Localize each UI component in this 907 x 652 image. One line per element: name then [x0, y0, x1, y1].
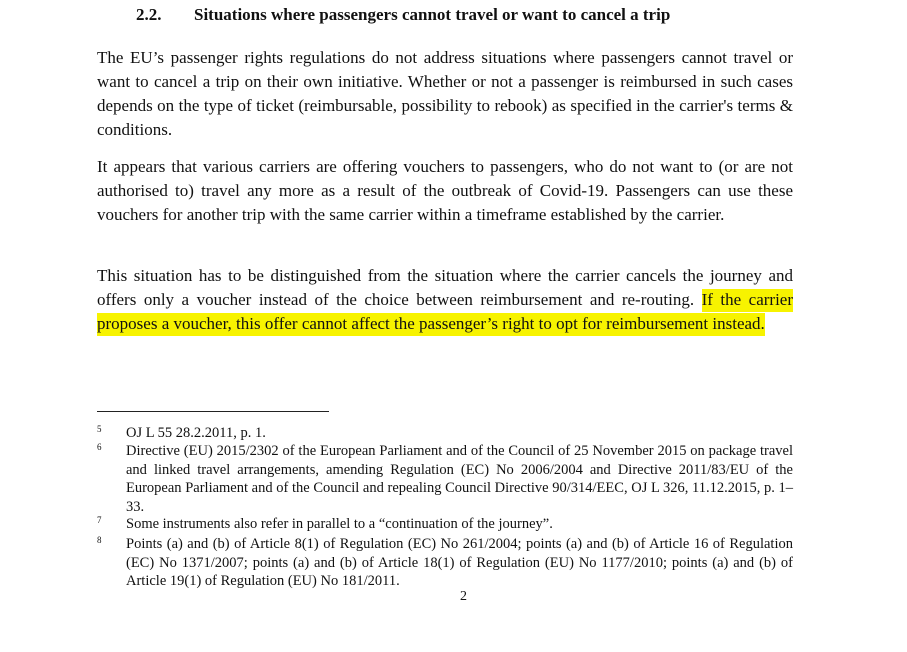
footnote-mark: 5: [97, 424, 102, 434]
footnote-separator: [97, 411, 329, 412]
footnote-text: Some instruments also refer in parallel to a “continuation of the journey”.: [126, 516, 553, 532]
section-title: Situations where passengers cannot travel or want to cancel a trip: [194, 5, 671, 24]
footnote-5: [97, 424, 793, 443]
section-heading: [136, 5, 670, 25]
section-number: 2.2.: [136, 5, 162, 24]
paragraph-passenger-rights: [97, 46, 793, 142]
footnote-text: OJ L 55 28.2.2011, p. 1.: [126, 425, 266, 441]
footnote-8: [97, 535, 793, 591]
footnote-text: Directive (EU) 2015/2302 of the European Parliament and of the Council of 25 November 2015 on package travel and linked travel arrangements, amending Regulation (EC) No 2006/2004 and Directive 2011/83/EU of the European Parliament and of the Council and repealing Council Directive 90/314/EEC, OJ L 326, 11.12.2015, p. 1–33.: [126, 443, 793, 515]
footnote-text: Points (a) and (b) of Article 8(1) of Regulation (EC) No 261/2004; points (a) and (b) of Article 16 of Regulation (EC) No 1371/2007; points (a) and (b) of Article 18(1) of Regulation (EU) No 1177/2010; points (a) and (b) of Article 19(1) of Regulation (EU) No 181/2011.: [126, 536, 793, 589]
paragraph-text: This situation has to be distinguished from the situation where the carrier cancels the journey and offers only a voucher instead of the choice between reimbursement and re-routing.: [97, 266, 793, 309]
paragraph-text: It appears that various carriers are offering vouchers to passengers, who do not want to (or are not authorised to) travel any more as a result of the outbreak of Covid-19. Passengers can use these vouchers for another trip with the same carrier within a timeframe established by the carrier.: [97, 157, 793, 224]
highlighted-text: If the carrier proposes a voucher, this offer cannot affect the passenger’s right to opt for reimbursement instead.: [97, 289, 793, 336]
paragraph-vouchers: [97, 155, 793, 227]
footnote-7: [97, 515, 793, 534]
paragraph-text: The EU’s passenger rights regulations do not address situations where passengers cannot travel or want to cancel a trip on their own initiative. Whether or not a passenger is reimbursed in such cases depends on the type of ticket (reimbursable, possibility to rebook) as specified in the carrier's terms & conditions.: [97, 48, 793, 139]
footnote-mark: 8: [97, 535, 102, 545]
footnote-6: [97, 442, 793, 516]
footnote-mark: 6: [97, 442, 102, 452]
paragraph-distinction: [97, 264, 793, 336]
page-number: 2: [460, 589, 467, 604]
footnote-mark: 7: [97, 515, 102, 525]
